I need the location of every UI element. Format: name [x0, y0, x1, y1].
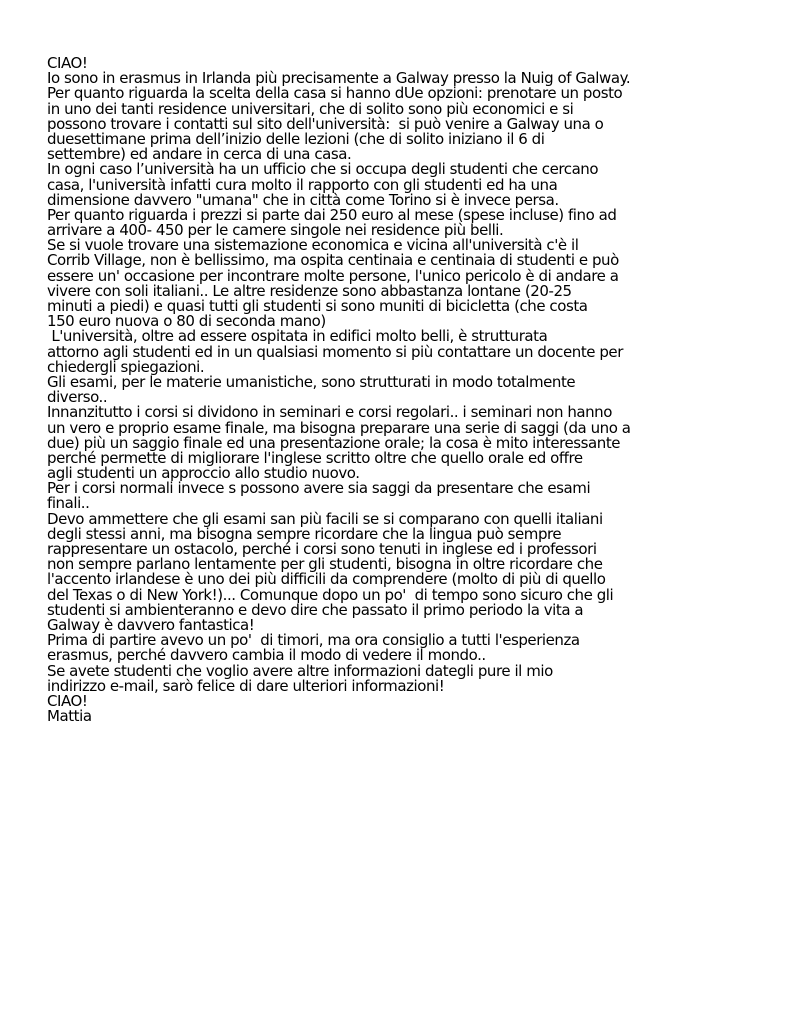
text-line: indirizzo e-mail, sarò felice di dare ulteriori informazioni!: [47, 676, 445, 695]
text-line: diverso..: [47, 388, 108, 407]
text-line: due) più un saggio finale ed una presentazione orale; la cosa è mito interessante: [47, 433, 621, 452]
text-line: casa, l'università infatti cura molto il rapporto con gli studenti ed ha una: [47, 175, 558, 194]
text-line: Per i corsi normali invece s possono avere sia saggi da presentare che esami: [47, 479, 591, 498]
text-line: dimensione davvero "umana" che in città come Torino si è invece persa.: [47, 190, 559, 209]
text-line: Prima di partire avevo un po' di timori, ma ora consiglio a tutti l'esperienza: [47, 631, 580, 650]
text-line: essere un' occasione per incontrare molte persone, l'unico pericolo è di andare a: [47, 266, 619, 285]
text-line: Devo ammettere che gli esami san più facili se si comparano con quelli italiani: [47, 509, 603, 528]
text-line: Io sono in erasmus in Irlanda più precisamente a Galway presso la Nuig of Galway.: [47, 69, 631, 88]
letter-body: [47, 56, 747, 724]
text-line: Per quanto riguarda la scelta della casa si hanno dUe opzioni: prenotare un posto: [47, 84, 623, 103]
text-line: non sempre parlano lentamente per gli studenti, bisogna in oltre ricordare che: [47, 555, 603, 574]
text-line: Innanzitutto i corsi si dividono in seminari e corsi regolari.. i seminari non hanno: [47, 403, 612, 422]
text-line: degli stessi anni, ma bisogna sempre ricordare che la lingua può sempre: [47, 524, 562, 543]
text-line: attorno agli studenti ed in un qualsiasi momento si più contattare un docente per: [47, 342, 623, 361]
text-line: agli studenti un approccio allo studio nuovo.: [47, 464, 360, 483]
greeting-line: CIAO!: [47, 54, 88, 72]
text-line: perché permette di migliorare l'inglese scritto oltre che quello orale ed offre: [47, 448, 583, 467]
text-line: possono trovare i contatti sul sito dell'università: si può venire a Galway una o: [47, 114, 604, 133]
text-line: settembre) ed andare in cerca di una casa.: [47, 145, 352, 164]
text-line: rappresentare un ostacolo, perché i corsi sono tenuti in inglese ed i professori: [47, 540, 597, 558]
text-line: Corrib Village, non è bellissimo, ma ospita centinaia e centinaia di studenti e può: [47, 251, 619, 270]
text-line: arrivare a 400- 450 per le camere singole nei residence più belli.: [47, 221, 504, 240]
text-line: l'accento irlandese è uno dei più difficili da comprendere (molto di più di quello: [47, 570, 606, 589]
signature: Mattia: [47, 707, 92, 726]
text-line: Se avete studenti che voglio avere altre informazioni dategli pure il mio: [47, 661, 553, 680]
text-line: finali..: [47, 494, 90, 513]
text-line: chiedergli spiegazioni.: [47, 357, 205, 376]
text-line: studenti si ambienteranno e devo dire che passato il primo periodo la vita a: [47, 600, 584, 619]
text-line: In ogni caso l’università ha un ufficio che si occupa degli studenti che cercano: [47, 160, 599, 179]
text-line: un vero e proprio esame finale, ma bisogna preparare una serie di saggi (da uno a: [47, 418, 631, 437]
text-line: Gli esami, per le materie umanistiche, sono strutturati in modo totalmente: [47, 372, 576, 391]
text-line: del Texas o di New York!)... Comunque dopo un po' di tempo sono sicuro che gli: [47, 585, 614, 604]
text-line: vivere con soli italiani.. Le altre residenze sono abbastanza lontane (20-25: [47, 281, 572, 300]
text-line: Se si vuole trovare una sistemazione economica e vicina all'università c'è il: [47, 236, 579, 255]
text-line: Galway è davvero fantastica!: [47, 615, 255, 634]
text-line: minuti a piedi) e quasi tutti gli studenti si sono muniti di bicicletta (che costa: [47, 297, 588, 315]
text-line: in uno dei tanti residence universitari, che di solito sono più economici e si: [47, 99, 574, 118]
text-line: L'università, oltre ad essere ospitata in edifici molto belli, è strutturata: [47, 327, 548, 346]
text-line: duesettimane prima dell’inizio delle lezioni (che di solito iniziano il 6 di: [47, 129, 545, 148]
closing-greeting: CIAO!: [47, 691, 88, 710]
text-line: erasmus, perché davvero cambia il modo di vedere il mondo..: [47, 646, 486, 665]
text-line: 150 euro nuova o 80 di seconda mano): [47, 312, 326, 331]
text-line: Per quanto riguarda i prezzi si parte dai 250 euro al mese (spese incluse) fino ad: [47, 205, 617, 224]
